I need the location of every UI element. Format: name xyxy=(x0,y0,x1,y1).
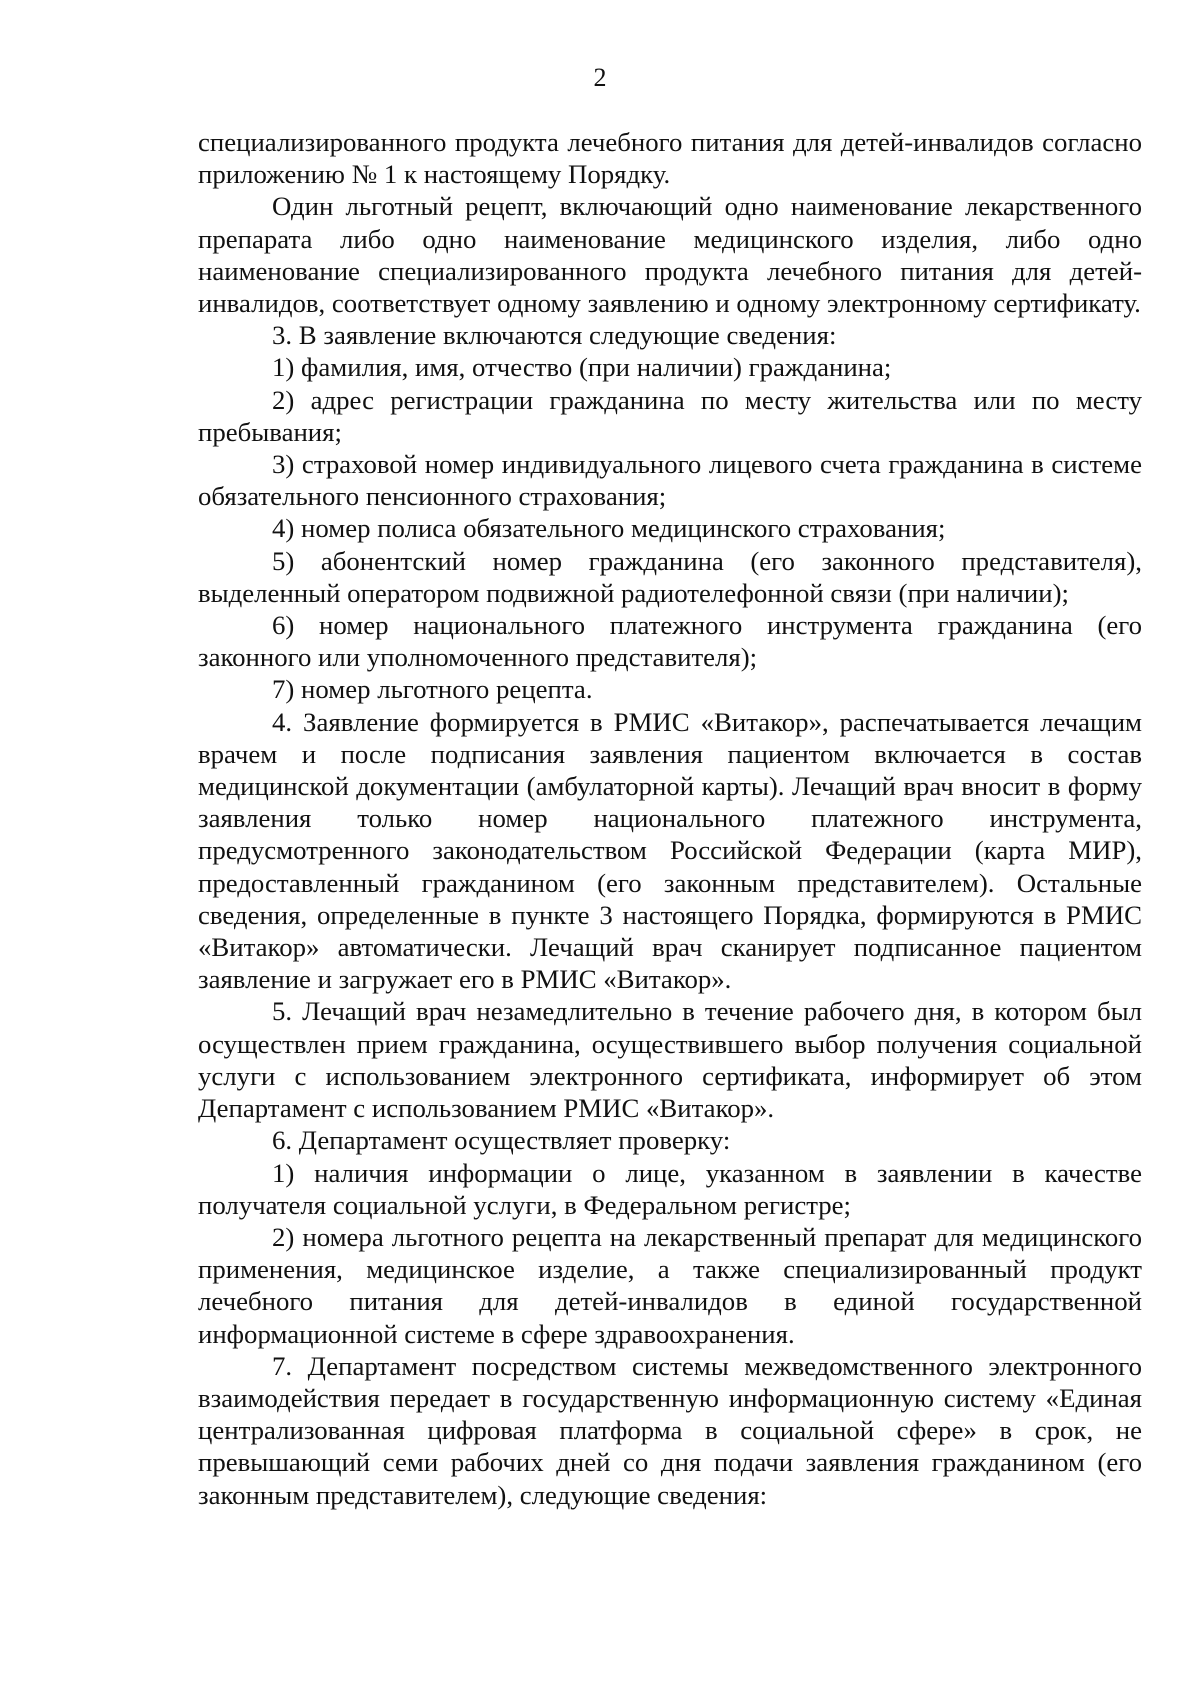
paragraph: 7. Департамент посредством системы межведомственного электронного взаимодействия передает в государственную информационную систему «Единая централизованная цифровая платформа в социальной сфере» в срок, не превышающий семи рабочих дней со дня подачи заявления гражданином (его законным представителем), следующие сведения: xyxy=(198,1350,1142,1510)
paragraph: 3. В заявление включаются следующие сведения: xyxy=(272,320,837,351)
page-number: 2 xyxy=(593,63,607,92)
paragraph: 6) номер национального платежного инструмента гражданина (его законного или уполномоченного представителя); xyxy=(198,610,1142,673)
paragraph: 5. Лечащий врач незамедлительно в течение рабочего дня, в котором был осуществлен прием гражданина, осуществившего выбор получения социальной услуги с использованием электронного сертификата, информирует об этом Департамент с использованием РМИС «Витакор». xyxy=(198,996,1142,1124)
paragraph: специализированного продукта лечебного питания для детей-инвалидов согласно приложению № 1 к настоящему Порядку. xyxy=(198,127,1142,190)
paragraph: Один льготный рецепт, включающий одно наименование лекарственного препарата либо одно наименование медицинского изделия, либо одно наименование специализированного продукта лечебного питания для детей-инвалидов, соответствует одному заявлению и одному электронному сертификату. xyxy=(198,191,1142,319)
paragraph: 7) номер льготного рецепта. xyxy=(272,674,593,705)
paragraph: 6. Департамент осуществляет проверку: xyxy=(272,1125,731,1156)
paragraph: 2) адрес регистрации гражданина по месту жительства или по месту пребывания; xyxy=(198,384,1142,447)
paragraph: 3) страховой номер индивидуального лицевого счета гражданина в системе обязательного пенсионного страхования; xyxy=(198,449,1142,512)
paragraph: 2) номера льготного рецепта на лекарственный препарат для медицинского применения, медицинское изделие, а также специализированный продукт лечебного питания для детей-инвалидов в единой государственной информационной системе в сфере здравоохранения. xyxy=(198,1221,1142,1349)
paragraph: 1) наличия информации о лице, указанном в заявлении в качестве получателя социальной услуги, в Федеральном регистре; xyxy=(198,1157,1142,1220)
paragraph: 5) абонентский номер гражданина (его законного представителя), выделенный оператором подвижной радиотелефонной связи (при наличии); xyxy=(198,545,1142,608)
paragraph: 4) номер полиса обязательного медицинского страхования; xyxy=(272,513,946,544)
paragraph: 4. Заявление формируется в РМИС «Витакор», распечатывается лечащим врачем и после подписания заявления пациентом включается в состав медицинской документации (амбулаторной карты). Лечащий врач вносит в форму заявления только номер национального платежного инструмента, предусмотренного законодательством Российской Федерации (карта МИР), предоставленный гражданином (его законным представителем). Остальные сведения, определенные в пункте 3 настоящего Порядка, формируются в РМИС «Витакор» автоматически. Лечащий врач сканирует подписанное пациентом заявление и загружает его в РМИС «Витакор». xyxy=(198,706,1142,995)
paragraph: 1) фамилия, имя, отчество (при наличии) гражданина; xyxy=(272,352,892,383)
document-body xyxy=(198,126,1142,1511)
